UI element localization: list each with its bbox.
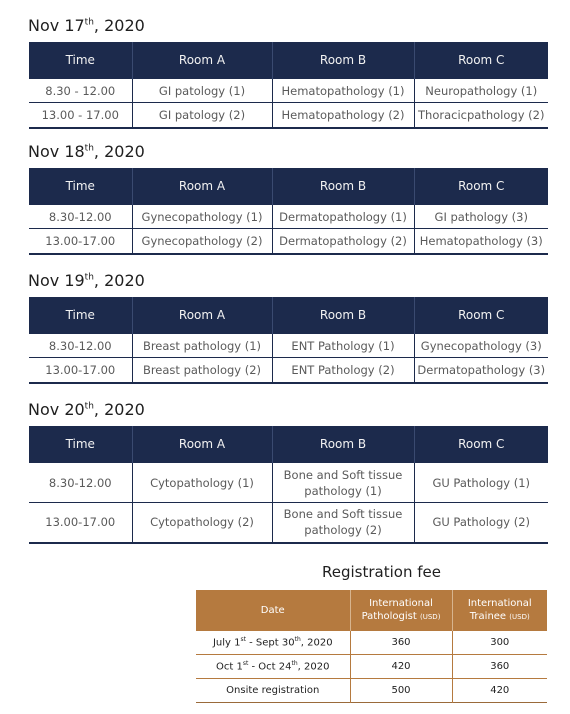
room-b-cell: Dermatopathology (2) — [272, 229, 414, 254]
day-title: Nov 18th, 2020 — [28, 142, 145, 161]
column-header: Time — [29, 168, 132, 205]
room-c-cell: GI pathology (3) — [414, 205, 548, 229]
time-cell: 13.00-17.00 — [29, 229, 132, 254]
schedule-table — [29, 168, 548, 255]
room-b-cell: Bone and Soft tissue pathology (1) — [272, 463, 414, 503]
fee-pathologist-cell: 360 — [350, 631, 452, 655]
column-header: Room C — [414, 168, 548, 205]
room-b-cell: ENT Pathology (2) — [272, 358, 414, 383]
room-c-cell: Dermatopathology (3) — [414, 358, 548, 383]
room-b-cell: Bone and Soft tissue pathology (2) — [272, 503, 414, 543]
fee-header-date: Date — [196, 590, 350, 631]
schedule-table — [29, 297, 548, 384]
registration-fee-table — [196, 590, 547, 703]
room-b-cell: Hematopathology (1) — [272, 79, 414, 103]
fee-date-cell: July 1st - Sept 30th, 2020 — [196, 631, 350, 655]
fee-row — [196, 655, 547, 679]
column-header: Time — [29, 42, 132, 79]
table-row — [29, 229, 548, 254]
time-cell: 13.00-17.00 — [29, 503, 132, 543]
day-title: Nov 17th, 2020 — [28, 16, 145, 35]
table-row — [29, 79, 548, 103]
time-cell: 13.00-17.00 — [29, 358, 132, 383]
schedule-table — [29, 426, 548, 544]
column-header: Room C — [414, 426, 548, 463]
fee-row — [196, 679, 547, 703]
table-row — [29, 463, 548, 503]
fee-header-trainee: International Trainee (USD) — [452, 590, 547, 631]
fee-pathologist-cell: 500 — [350, 679, 452, 703]
fee-row — [196, 631, 547, 655]
room-a-cell: GI patology (1) — [132, 79, 272, 103]
time-cell: 8.30-12.00 — [29, 334, 132, 358]
room-b-cell: ENT Pathology (1) — [272, 334, 414, 358]
fee-trainee-cell: 360 — [452, 655, 547, 679]
column-header: Room A — [132, 297, 272, 334]
room-a-cell: Gynecopathology (2) — [132, 229, 272, 254]
header-row — [29, 168, 548, 205]
fee-header-pathologist: International Pathologist (USD) — [350, 590, 452, 631]
header-row — [29, 42, 548, 79]
column-header: Room B — [272, 426, 414, 463]
time-cell: 8.30-12.00 — [29, 205, 132, 229]
column-header: Room B — [272, 168, 414, 205]
room-c-cell: Hematopathology (3) — [414, 229, 548, 254]
time-cell: 13.00 - 17.00 — [29, 103, 132, 128]
room-c-cell: Thoracicpathology (2) — [414, 103, 548, 128]
room-c-cell: Neuropathology (1) — [414, 79, 548, 103]
header-row — [29, 426, 548, 463]
fee-trainee-cell: 300 — [452, 631, 547, 655]
column-header: Room A — [132, 426, 272, 463]
room-b-cell: Hematopathology (2) — [272, 103, 414, 128]
room-b-cell: Dermatopathology (1) — [272, 205, 414, 229]
table-row — [29, 103, 548, 128]
table-row — [29, 503, 548, 543]
time-cell: 8.30 - 12.00 — [29, 79, 132, 103]
schedule-table — [29, 42, 548, 129]
day-title: Nov 19th, 2020 — [28, 271, 145, 290]
column-header: Room C — [414, 297, 548, 334]
column-header: Time — [29, 297, 132, 334]
table-row — [29, 358, 548, 383]
fee-pathologist-cell: 420 — [350, 655, 452, 679]
table-row — [29, 205, 548, 229]
room-a-cell: Gynecopathology (1) — [132, 205, 272, 229]
fee-trainee-cell: 420 — [452, 679, 547, 703]
column-header: Room B — [272, 297, 414, 334]
day-title: Nov 20th, 2020 — [28, 400, 145, 419]
column-header: Room B — [272, 42, 414, 79]
fee-header-row — [196, 590, 547, 631]
room-a-cell: GI patology (2) — [132, 103, 272, 128]
table-row — [29, 334, 548, 358]
room-a-cell: Breast pathology (1) — [132, 334, 272, 358]
registration-fee-title: Registration fee — [322, 563, 441, 581]
fee-date-cell: Onsite registration — [196, 679, 350, 703]
column-header: Room A — [132, 42, 272, 79]
room-c-cell: GU Pathology (1) — [414, 463, 548, 503]
room-a-cell: Cytopathology (1) — [132, 463, 272, 503]
fee-date-cell: Oct 1st - Oct 24th, 2020 — [196, 655, 350, 679]
column-header: Room A — [132, 168, 272, 205]
header-row — [29, 297, 548, 334]
room-c-cell: Gynecopathology (3) — [414, 334, 548, 358]
room-a-cell: Breast pathology (2) — [132, 358, 272, 383]
room-c-cell: GU Pathology (2) — [414, 503, 548, 543]
room-a-cell: Cytopathology (2) — [132, 503, 272, 543]
column-header: Room C — [414, 42, 548, 79]
column-header: Time — [29, 426, 132, 463]
time-cell: 8.30-12.00 — [29, 463, 132, 503]
